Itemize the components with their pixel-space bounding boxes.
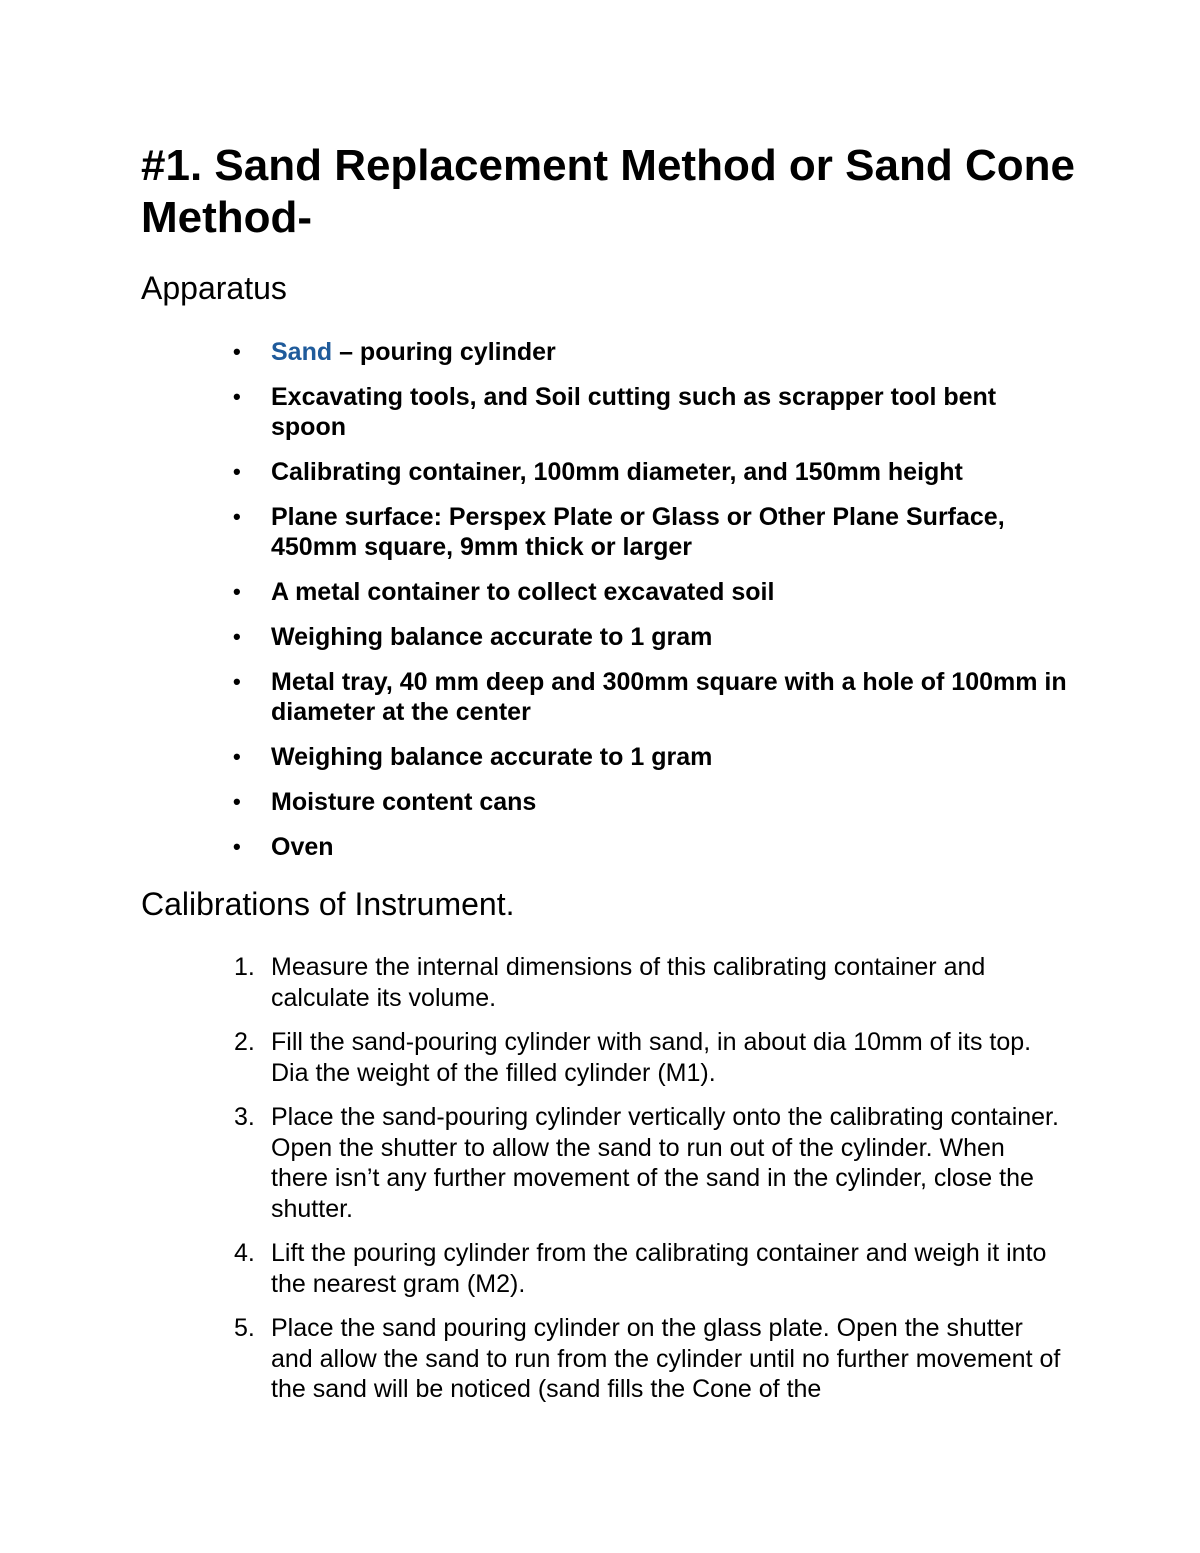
- apparatus-item: [233, 457, 1071, 487]
- apparatus-list: [233, 337, 1071, 877]
- apparatus-item-text: Moisture content cans: [271, 788, 537, 816]
- bullet-icon: •: [233, 384, 241, 409]
- apparatus-item-text: Plane surface: Perspex Plate or Glass or Other Plane Surface, 450mm square, 9mm thick or larger: [271, 503, 1005, 561]
- calibration-steps-list: [234, 952, 1061, 1419]
- step-number: 4.: [234, 1239, 255, 1267]
- apparatus-item-text: – pouring cylinder: [332, 338, 556, 366]
- apparatus-heading: Apparatus: [141, 270, 287, 306]
- step-text: Place the sand pouring cylinder on the glass plate. Open the shutter and allow the sand to run from the cylinder until no further movement of the sand will be noticed (sand fills the Cone of the: [271, 1314, 1061, 1403]
- apparatus-item: [233, 622, 1071, 652]
- apparatus-item: [233, 577, 1071, 607]
- document-title: #1. Sand Replacement Method or Sand Cone Method-: [141, 141, 1075, 242]
- bullet-icon: •: [233, 459, 241, 484]
- step-text: Lift the pouring cylinder from the calibrating container and weigh it into the nearest gram (M2).: [271, 1239, 1047, 1298]
- apparatus-item-text: Calibrating container, 100mm diameter, and 150mm height: [271, 458, 963, 486]
- apparatus-item: [233, 832, 1071, 862]
- bullet-icon: •: [233, 669, 241, 694]
- apparatus-item-text: A metal container to collect excavated soil: [271, 578, 775, 606]
- apparatus-item-text: Weighing balance accurate to 1 gram: [271, 623, 713, 651]
- step-number: 3.: [234, 1103, 255, 1131]
- apparatus-item-text: Metal tray, 40 mm deep and 300mm square with a hole of 100mm in diameter at the center: [271, 668, 1067, 726]
- calibration-step: [234, 952, 1061, 1013]
- apparatus-item: [233, 337, 1071, 367]
- apparatus-item: [233, 742, 1071, 772]
- calibration-step: [234, 1027, 1061, 1088]
- apparatus-item-text: Oven: [271, 833, 334, 861]
- step-text: Fill the sand-pouring cylinder with sand, in about dia 10mm of its top. Dia the weight of the filled cylinder (M1).: [271, 1028, 1032, 1087]
- bullet-icon: •: [233, 834, 241, 859]
- step-text: Place the sand-pouring cylinder vertically onto the calibrating container. Open the shutter to allow the sand to run out of the cylinder. When there isn’t any further movement of the sand in the cylinder, close the shutter.: [271, 1103, 1059, 1223]
- sand-link[interactable]: Sand: [271, 338, 333, 366]
- apparatus-item: [233, 667, 1071, 727]
- calibration-step: [234, 1102, 1061, 1224]
- bullet-icon: •: [233, 744, 241, 769]
- bullet-icon: •: [233, 789, 241, 814]
- apparatus-item: [233, 787, 1071, 817]
- step-number: 1.: [234, 953, 255, 981]
- apparatus-item: [233, 502, 1071, 562]
- calibration-step: [234, 1238, 1061, 1299]
- step-number: 5.: [234, 1314, 255, 1342]
- bullet-icon: •: [233, 624, 241, 649]
- bullet-icon: •: [233, 339, 241, 364]
- apparatus-item: [233, 382, 1071, 442]
- calibration-step: [234, 1313, 1061, 1405]
- bullet-icon: •: [233, 504, 241, 529]
- step-number: 2.: [234, 1028, 255, 1056]
- step-text: Measure the internal dimensions of this calibrating container and calculate its volume.: [271, 953, 986, 1012]
- apparatus-item-text: Excavating tools, and Soil cutting such as scrapper tool bent spoon: [271, 383, 997, 441]
- apparatus-item-text: Weighing balance accurate to 1 gram: [271, 743, 713, 771]
- calibrations-heading: Calibrations of Instrument.: [141, 886, 515, 922]
- bullet-icon: •: [233, 579, 241, 604]
